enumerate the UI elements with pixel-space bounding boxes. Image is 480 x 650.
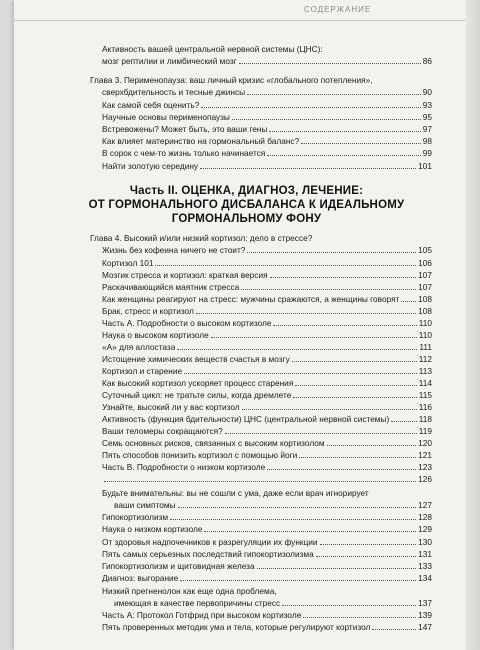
toc-entry [102, 258, 432, 269]
toc-entry [102, 56, 432, 67]
toc-entry [102, 136, 432, 147]
toc-entry-page: 131 [418, 549, 432, 559]
toc-chapter [90, 233, 432, 244]
toc-entry [102, 524, 432, 535]
toc-entry-text: От здоровья надпочечников к разрегуляции их функции [102, 537, 318, 547]
toc-entry-text: Наука о высоком кортизоле [102, 330, 209, 340]
toc-entry-page: 111 [419, 342, 432, 352]
toc-entry-page: 95 [422, 112, 432, 122]
toc-entry-text: Кортизол и старение [102, 366, 183, 376]
toc-entry-text: Активность (функция бдительности) ЦНС (центральной нервной системы) [102, 414, 390, 424]
toc-entry-text: Гипокортизолизм и щитовидная железа [102, 561, 255, 571]
toc-entry [102, 426, 432, 437]
toc-entry-text: Брак, стресс и кортизол [102, 306, 194, 316]
toc-entry-text: Мозгик стресса и кортизол: краткая версия [102, 270, 268, 280]
toc-entry [102, 390, 432, 401]
toc-entry-page: 105 [418, 245, 432, 255]
toc-entry-page: 116 [418, 402, 432, 412]
toc-entry-text: «А» для аллостаза [102, 342, 176, 352]
toc-entry-page: 127 [418, 500, 432, 510]
toc-entry-page: 98 [422, 136, 432, 146]
toc-entry-text: Семь основных рисков, связанных с высоким кортизолом [102, 438, 325, 448]
toc-entry-page: 107 [418, 282, 432, 292]
toc-entry-text: имеющая в качестве первопричины стресс [114, 598, 281, 608]
toc-entry-text: Часть А: Протокол Готфрид при высоком кортизоле [102, 610, 302, 620]
toc-entry-text: Активность вашей центральной нервной системы (ЦНС): [102, 44, 323, 54]
toc-entry-text: Гипокортизолизм [102, 512, 169, 522]
book-page [14, 0, 480, 650]
toc-entry-text: Пять проверенных методик ума и тела, которые регулируют кортизол [102, 622, 371, 632]
toc-chapter [90, 75, 432, 86]
toc-entry-text: Найти золотую середину [102, 161, 199, 171]
toc-entry-page: 110 [418, 330, 432, 340]
toc-entry [102, 306, 432, 317]
toc-entry-text: Истощение химических веществ счастья в мозгу [102, 354, 290, 364]
toc-entry-page: 106 [418, 258, 432, 268]
toc-entry-page: 126 [418, 474, 432, 484]
toc-entry-text: Как женщины реагируют на стресс: мужчины сражаются, а женщины говорят [102, 294, 400, 304]
toc-entry-page: 129 [418, 524, 432, 534]
toc-entry [102, 318, 432, 329]
toc-entry-text: Пять самых серьезных последствий гипокортизолизма [102, 549, 314, 559]
toc-entry [102, 148, 432, 159]
toc-entry-page: 99 [422, 148, 432, 158]
toc-entry [102, 330, 432, 341]
toc-entry-page: 119 [418, 426, 432, 436]
toc-entry [102, 402, 432, 413]
toc-entry-text: Узнайте, высокий ли у вас кортизол [102, 402, 240, 412]
toc-entry [102, 573, 432, 584]
toc-entry [102, 282, 432, 293]
toc-entry-page: 108 [418, 294, 432, 304]
toc-entry [102, 622, 432, 633]
toc-entry-text: Часть В. Подробности о низком кортизоле [102, 462, 266, 472]
toc-entry-page: 115 [418, 390, 432, 400]
toc-entry [114, 500, 432, 511]
toc-entry [102, 124, 432, 135]
toc-entry [102, 512, 432, 523]
toc-entry-text: Встревожены? Может быть, это ваши гены [102, 124, 268, 134]
toc-entry-page: 112 [418, 354, 432, 364]
toc-entry-text: мозг рептилии и лимбический мозг [102, 56, 237, 66]
toc-entry-text: Как влияет материнство на гормональный баланс? [102, 136, 300, 146]
toc-entry-page: 133 [418, 561, 432, 571]
toc-entry-text: Низкий прегненолон как еще одна проблема, [102, 586, 277, 596]
toc-entry-page: 123 [418, 462, 432, 472]
toc-entry-page: 130 [418, 537, 432, 547]
toc-entry-page: 110 [418, 318, 432, 328]
toc-entry-text: Кортизол 101 [102, 258, 154, 268]
toc-entry-page: 86 [422, 56, 432, 66]
toc-entry-page: 121 [418, 450, 432, 460]
toc-entry [102, 161, 432, 172]
toc-entry [102, 549, 432, 560]
toc-entry-page: 108 [418, 306, 432, 316]
toc-entry-text: Раскачивающийся маятник стресса [102, 282, 240, 292]
toc-entry-page: 147 [418, 622, 432, 632]
toc-entry [102, 474, 432, 485]
toc-entry-text: Глава 3. Перименопауза: ваш личный кризис «глобального потепления», [90, 75, 373, 85]
toc-entry [102, 586, 432, 597]
part-heading-line: ОТ ГОРМОНАЛЬНОГО ДИСБАЛАНСА К ИДЕАЛЬНОМУ [88, 199, 405, 211]
toc-entry-text: Диагноз: выгорание [102, 573, 179, 583]
toc-entry-text: Пять способов понизить кортизол с помощью йоги [102, 450, 298, 460]
toc-entry [102, 270, 432, 281]
toc-entry [102, 438, 432, 449]
toc-entry-text: Ваши теломеры сокращаются? [102, 426, 223, 436]
toc-entry-text: Часть А. Подробности о высоком кортизоле [102, 318, 272, 328]
toc-entry [102, 378, 432, 389]
toc-entry [102, 354, 432, 365]
toc-entry [102, 462, 432, 473]
toc-entry [102, 537, 432, 548]
header-title: СОДЕРЖАНИЕ [304, 5, 372, 14]
toc-entry [102, 44, 432, 55]
toc-entry-text: Глава 4. Высокий и/или низкий кортизол: дело в стрессе? [90, 233, 313, 243]
toc-entry-text: Наука о низком кортизоле [102, 524, 203, 534]
toc-entry-page: 93 [422, 100, 432, 110]
toc-entry-text: сверхбдительность и тесные джинсы [102, 87, 246, 97]
toc-chapter [102, 87, 432, 98]
toc-entry [102, 414, 432, 425]
toc-entry-text: Будьте внимательны: вы не сошли с ума, даже если врач игнорирует [102, 488, 369, 498]
toc-entry [102, 488, 432, 499]
table-of-contents [14, 0, 480, 650]
toc-entry [102, 342, 432, 353]
toc-entry [102, 112, 432, 123]
toc-entry [102, 294, 432, 305]
toc-entry [102, 366, 432, 377]
toc-entry-page: 114 [418, 378, 432, 388]
toc-entry-text: В сорок с чем-то жизнь только начинается [102, 148, 266, 158]
toc-entry-page: 101 [418, 161, 432, 171]
part-heading-line: Часть II. ОЦЕНКА, ДИАГНОЗ, ЛЕЧЕНИЕ: [129, 185, 364, 197]
toc-entry-text: Как самой себя оценить? [102, 100, 200, 110]
toc-entry-page: 120 [418, 438, 432, 448]
toc-entry-page: 139 [418, 610, 432, 620]
toc-entry-page: 107 [418, 270, 432, 280]
toc-entry-page: 134 [418, 573, 432, 583]
toc-entry-page: 137 [418, 598, 432, 608]
toc-entry-text: Суточный цикл: не тратьте силы, когда дремлете [102, 390, 292, 400]
toc-entry-page: 97 [422, 124, 432, 134]
part-heading-line: ГОРМОНАЛЬНОМУ ФОНУ [171, 213, 322, 225]
toc-entry-text: Как высокий кортизол ускоряет процесс старения [102, 378, 294, 388]
toc-entry [102, 610, 432, 621]
toc-entry-page: 90 [422, 87, 432, 97]
toc-entry [102, 450, 432, 461]
toc-entry [102, 100, 432, 111]
toc-entry-text: ваши симптомы [114, 500, 176, 510]
toc-entry [102, 245, 432, 256]
toc-entry [114, 598, 432, 609]
toc-entry-page: 113 [418, 366, 432, 376]
toc-entry-page: 128 [418, 512, 432, 522]
toc-entry-text: Научные основы перименопаузы [102, 112, 230, 122]
toc-entry-page: 118 [418, 414, 432, 424]
toc-entry [102, 561, 432, 572]
toc-entry-text: Жизнь без кофеина ничего не стоит? [102, 245, 246, 255]
